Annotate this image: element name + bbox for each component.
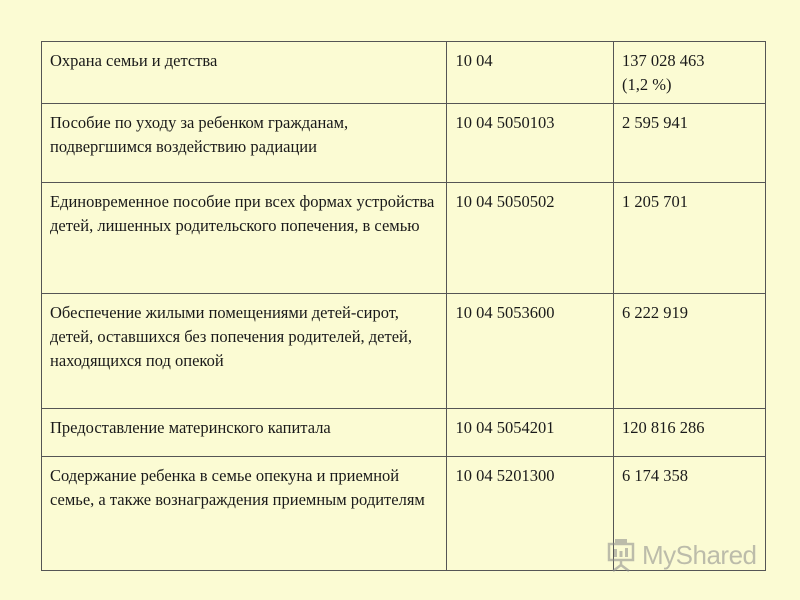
budget-table	[41, 41, 766, 571]
row-name: Пособие по уходу за ребенком гражданам, подвергшимся воздействию радиации	[42, 104, 447, 183]
row-name: Содержание ребенка в семье опекуна и приемной семье, а также вознаграждения приемным родителям	[42, 457, 447, 571]
row-name: Охрана семьи и детства	[42, 42, 447, 104]
row-code: 10 04 5054201	[447, 409, 614, 457]
row-amount: 2 595 941	[614, 104, 766, 183]
row-code: 10 04 5201300	[447, 457, 614, 571]
row-name: Обеспечение жилыми помещениями детей-сирот, детей, оставшихся без попечения родителей, детей, находящихся под опекой	[42, 294, 447, 409]
presentation-board-icon	[606, 538, 636, 572]
watermark-text: MyShared	[642, 539, 757, 570]
row-amount-note: (1,2 %)	[622, 75, 672, 94]
row-code: 10 04 5050502	[447, 183, 614, 294]
row-name: Предоставление материнского капитала	[42, 409, 447, 457]
row-code: 10 04 5050103	[447, 104, 614, 183]
table-row	[42, 42, 766, 104]
row-code: 10 04 5053600	[447, 294, 614, 409]
table-row	[42, 183, 766, 294]
watermark	[606, 536, 766, 574]
table-row	[42, 409, 766, 457]
row-amount: 137 028 463	[622, 51, 705, 70]
table-row	[42, 104, 766, 183]
row-amount-cell	[614, 42, 766, 104]
row-amount: 120 816 286	[614, 409, 766, 457]
row-amount: 1 205 701	[614, 183, 766, 294]
table-row	[42, 294, 766, 409]
row-amount: 6 174 358	[614, 457, 766, 571]
row-code: 10 04	[447, 42, 614, 104]
row-name: Единовременное пособие при всех формах устройства детей, лишенных родительского попечения, в семью	[42, 183, 447, 294]
row-amount: 6 222 919	[614, 294, 766, 409]
